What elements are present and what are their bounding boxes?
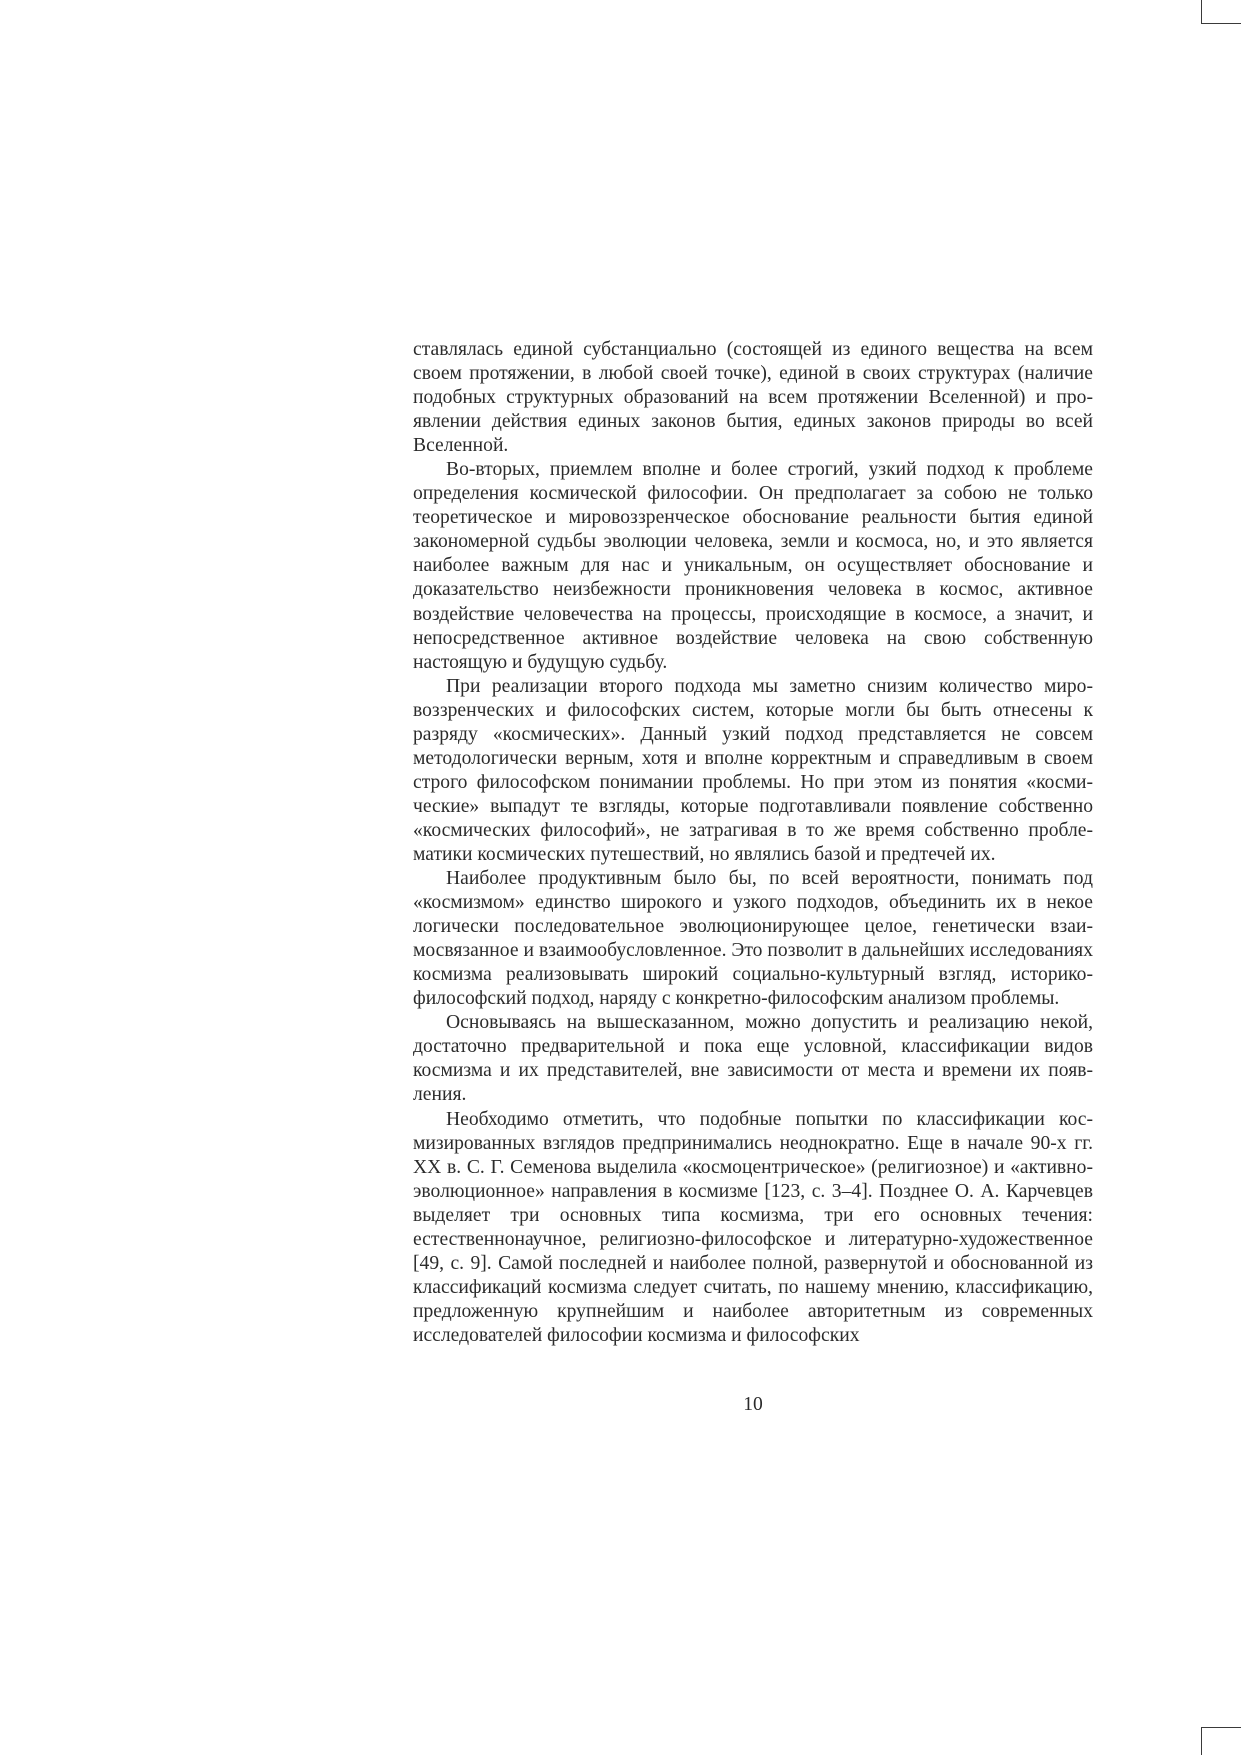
paragraph: Основываясь на вышесказанном, можно допустить и реализацию некой, достаточно предварительной и пока еще условной, классификации видов космизма и их представителей, вне зависимости от места и времени их появления. — [413, 1012, 1093, 1106]
crop-mark-top-vertical — [1201, 0, 1202, 24]
page-number: 10 — [743, 1394, 763, 1415]
crop-mark-bottom-horizontal — [1201, 1727, 1241, 1728]
paragraph: Необходимо отметить, что подобные попытки по классификации космизированных взглядов предпринимались неоднократно. Еще в начале 90-х гг. XX в. С. Г. Семенова выделила «космоцентрическое» (религиозное) и «активно-эволюционное» направления в космизме [123, с. 3–4]. Позднее О. А. Карчевцев выделяет три основных типа космизма, три его основных течения: естественнонаучное, религиозно-философское и литературно-художественное [49, с. 9]. Самой последней и наиболее полной, развернутой и обоснованной из классификаций космизма следует считать, по нашему мнению, классификацию, предложенную крупнейшим и наиболее авторитетным из современных исследователей философии космизма и философских — [413, 1108, 1093, 1346]
crop-mark-top-horizontal — [1201, 23, 1241, 24]
paragraph: Наиболее продуктивным было бы, по всей вероятности, понимать под «космизмом» единство широкого и узкого подходов, объединить их в некое логически последовательное эволюционирующее целое, генетически взаимосвязанное и взаимообусловленное. Это позволит в дальнейших исследованиях космизма реализовывать широкий социально-культурный взгляд, историко-философский подход, наряду с конкретно-философским анализом проблемы. — [413, 868, 1093, 1010]
paragraph: Во-вторых, приемлем вполне и более строгий, узкий подход к проблеме определения космической философии. Он предполагает за собою не только теоретическое и мировоззренческое обоснование реальности бытия единой закономерной судьбы эволюции человека, земли и космоса, но, и это является наиболее важным для нас и уникальным, он осуществляет обоснование и доказательство неизбежности проникновения человека в космос, активное воздействие человечества на процессы, происходящие в космосе, а значит, и непосредственное активное воздействие человека на свою собственную настоящую и будущую судьбу. — [413, 459, 1093, 673]
paragraph: При реализации второго подхода мы заметно снизим количество мировоззренческих и философских систем, которые могли бы быть отнесены к разряду «космических». Данный узкий подход представляется не совсем методологически верным, хотя и вполне корректным и справедливым в своем строго философском понимании проблемы. Но при этом из понятия «космические» выпадут те взгляды, которые подготавливали появление собственно «космических философий», не затрагивая в то же время собственно проблематики космических путешествий, но являлись базой и предтечей их. — [413, 675, 1093, 865]
paragraph-continuation: ставлялась единой субстанциально (состоящей из единого вещества на всем своем протяжении, в любой своей точке), единой в своих структурах (наличие подобных структурных образований на всем протяжении Вселенной) и проявлении действия единых законов бытия, единых законов природы во всей Вселенной. — [413, 339, 1093, 457]
body-text — [413, 338, 1093, 1348]
crop-mark-bottom-vertical — [1201, 1727, 1202, 1755]
